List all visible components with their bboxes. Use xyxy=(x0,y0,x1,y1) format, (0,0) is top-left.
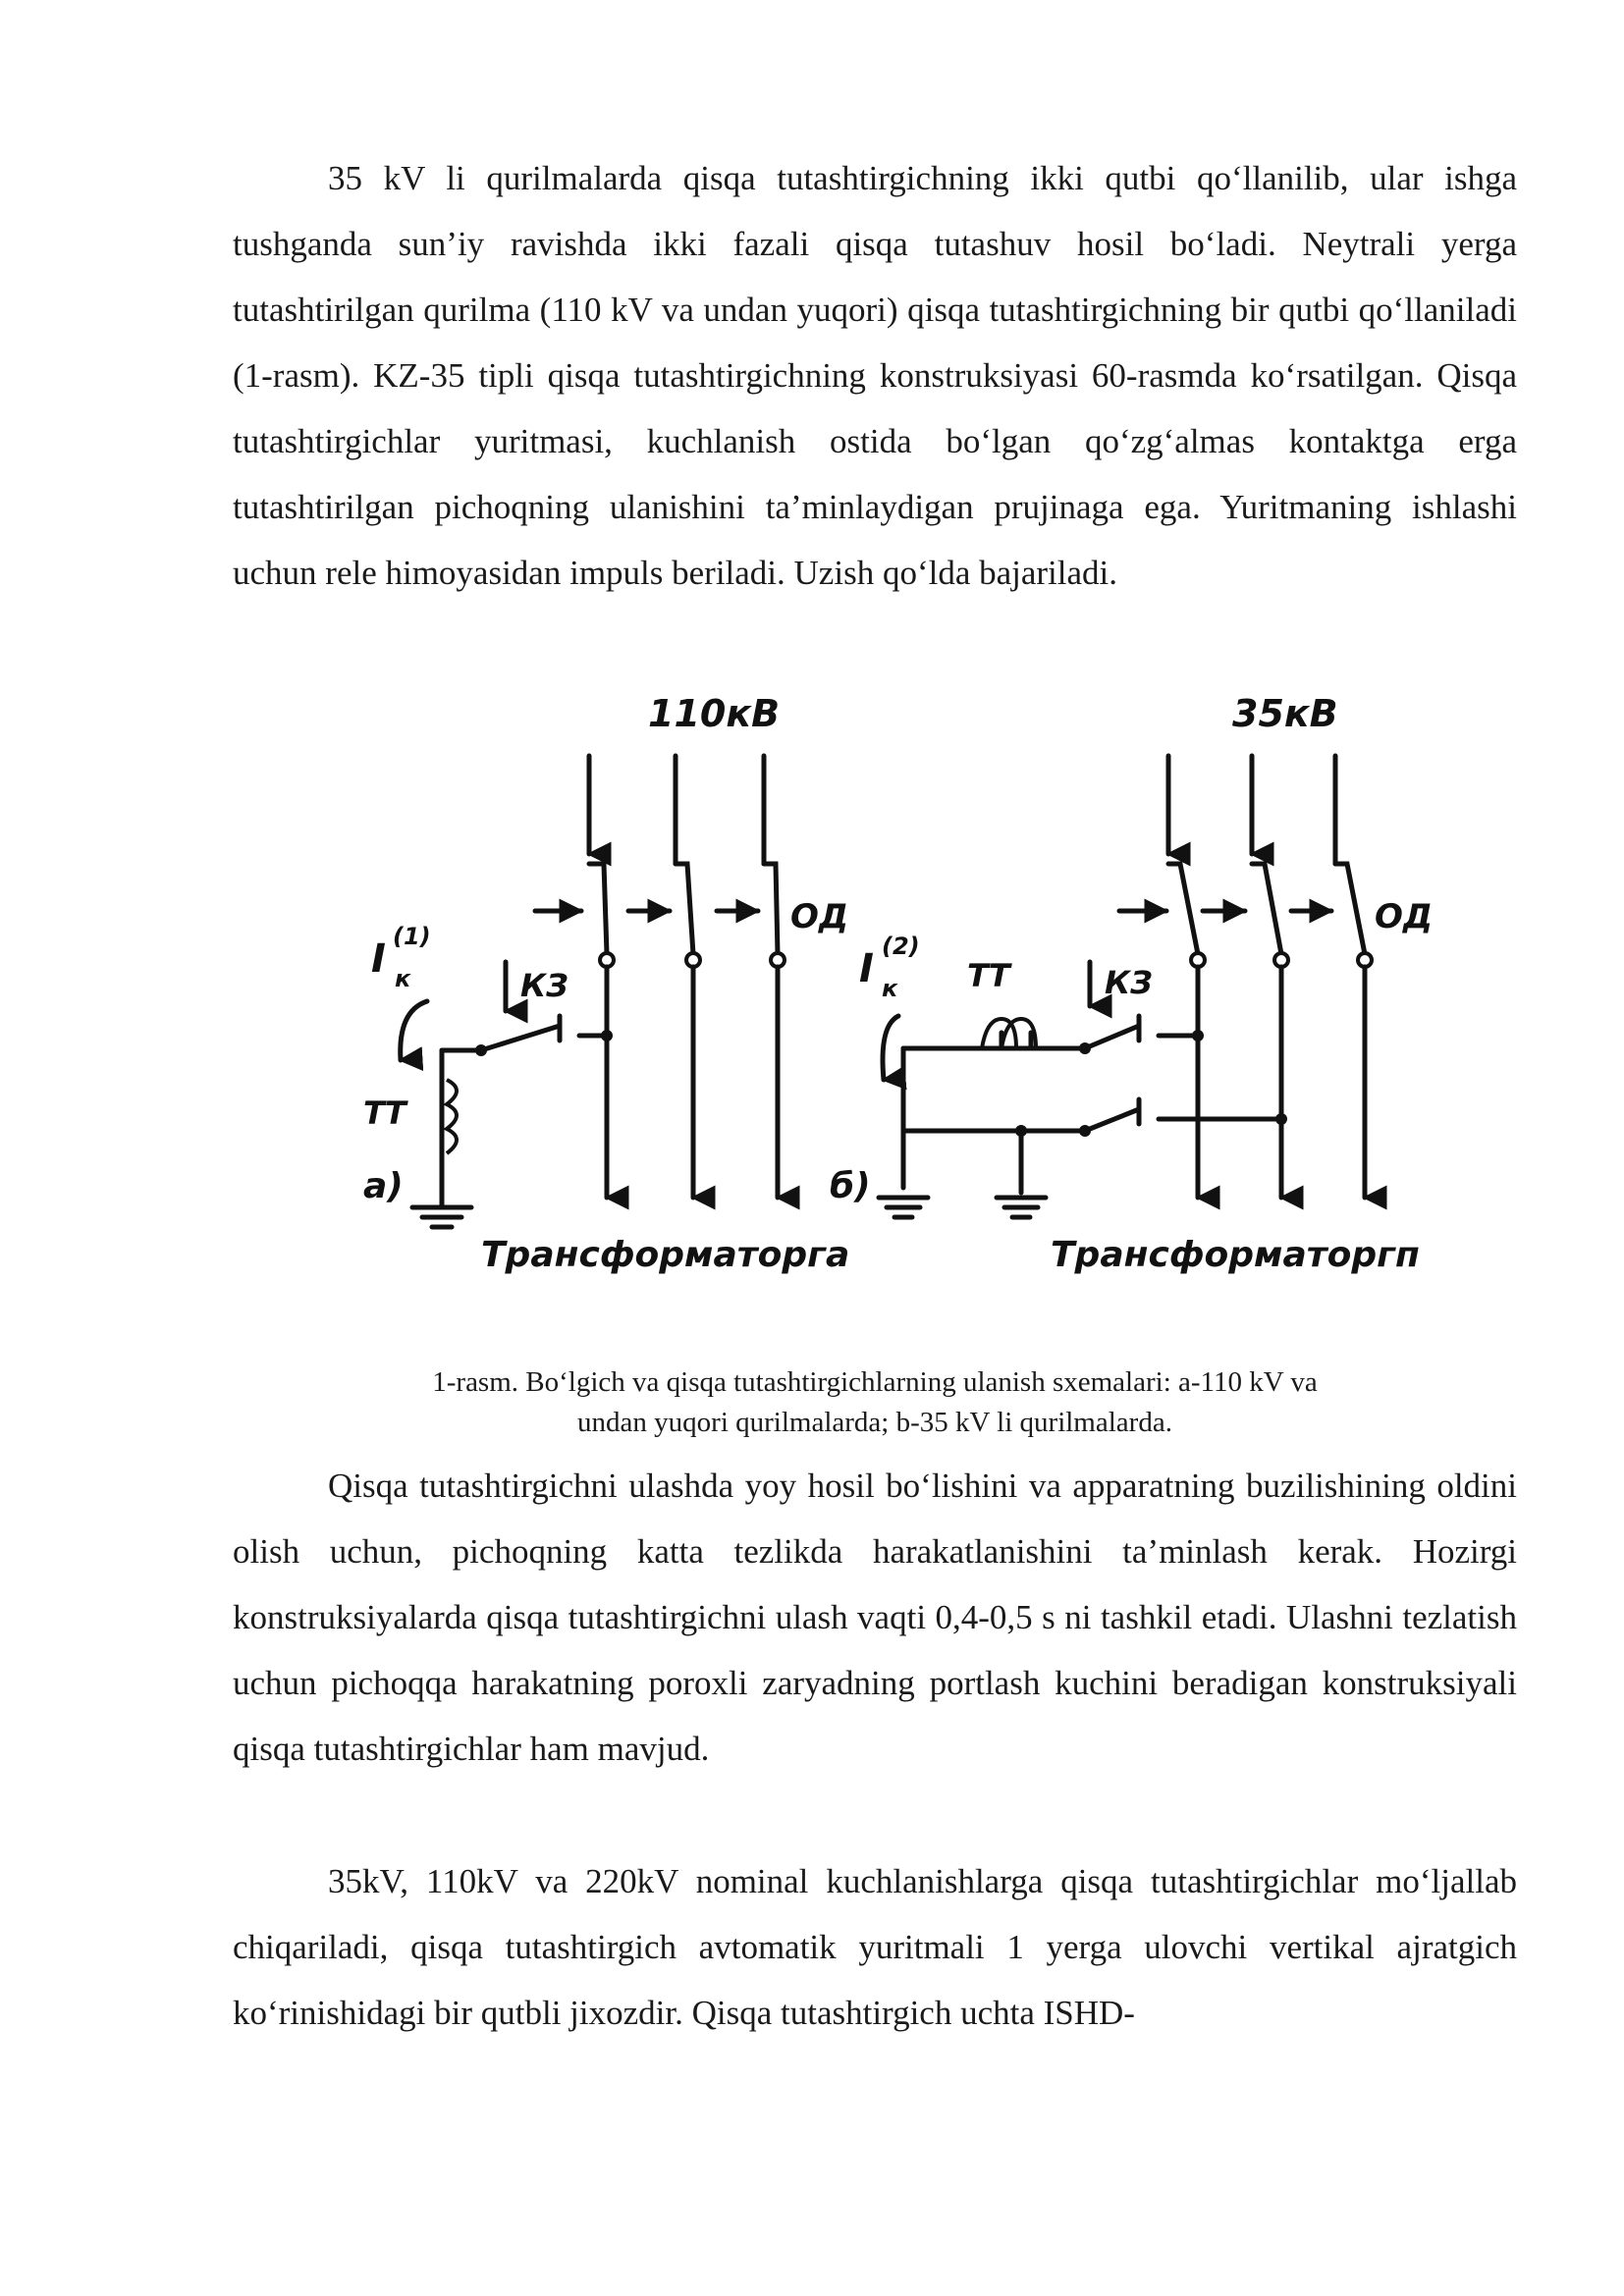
svg-text:I: I xyxy=(371,936,386,982)
panel-label-a: а) xyxy=(363,1166,404,1206)
current-transformer-label-b: ТТ xyxy=(967,957,1010,994)
voltage-label-110: 110кВ xyxy=(648,692,781,735)
circuit-figure xyxy=(353,687,1434,1315)
paragraph-3: 35kV, 110kV va 220kV nominal kuchlanishlarga qisqa tutashtirgichlar mo‘ljallab chiqariladi, qisqa tutashtirgich avtomatik yuritmali 1 yerga ulovchi vertikal ajratgich ko‘rinishidagi bir qutbli jixozdir. Qisqa tutashtirgich uchta ISHD- xyxy=(233,1862,1517,2032)
panel-label-b: б) xyxy=(830,1166,871,1206)
disconnector-b-a xyxy=(1119,864,1205,967)
circuit-diagram xyxy=(353,687,1434,1315)
disconnector-label-a: ОД xyxy=(790,897,849,936)
disconnector-a xyxy=(535,864,614,967)
disconnector-b xyxy=(628,864,700,967)
fault-current-a xyxy=(371,923,431,1060)
current-transformer-label-a: ТТ xyxy=(363,1095,406,1132)
paragraph-1: 35 kV li qurilmalarda qisqa tutashtirgichning ikki qutbi qo‘llanilib, ular ishga tushganda sun’iy ravishda ikki fazali qisqa tutashuv hosil bo‘ladi. Neytrali yerga tutashtirilgan qurilma (110 kV va undan yuqori) qisqa tutashtirgichning bir qutbi qo‘llaniladi (1-rasm). KZ-35 tipli qisqa tutashtirgichning konstruksiyasi 60-rasmda ko‘rsatilgan. Qisqa tutashtirgichlar yuritmasi, kuchlanish ostida bo‘lgan qo‘zg‘almas kontaktga erga tutashtirilgan pichoqning ulanishini ta’minlaydigan prujinaga ega. Yuritmaning ishlashi uchun rele himoyasidan impuls beriladi. Uzish qo‘lda bajariladi. xyxy=(233,159,1517,592)
short-circuiter-label-a: КЗ xyxy=(520,967,568,1004)
scheme-b xyxy=(830,692,1433,1275)
svg-text:I: I xyxy=(859,946,874,991)
figure-caption xyxy=(233,1362,1517,1443)
caption-line-1: 1-rasm. Bo‘lgich va qisqa tutashtirgichlarning ulanish sxemalari: a-110 kV va xyxy=(432,1366,1318,1398)
disconnector-c xyxy=(717,864,785,967)
disconnector-label-b: ОД xyxy=(1375,897,1434,936)
voltage-label-35: 35кВ xyxy=(1232,692,1338,735)
transformer-label-a: Трансформаторга xyxy=(481,1235,850,1275)
short-circuiter-a xyxy=(475,962,613,1056)
short-circuiter-b xyxy=(1079,962,1287,1137)
disconnector-b-c xyxy=(1291,864,1372,967)
paragraph-2: Qisqa tutashtirgichni ulashda yoy hosil bo‘lishini va apparatning buzilishining oldini olish uchun, pichoqning katta tezlikda harakatlanishini ta’minlash kerak. Hozirgi konstruksiyalarda qisqa tutashtirgichni ulash vaqti 0,4-0,5 s ni tashkil etadi. Ulashni tezlatish uchun pichoqqa harakatning poroxli zaryadning portlash kuchini beradigan konstruksiyali qisqa tutashtirgichlar ham mavjud. xyxy=(233,1467,1517,1768)
caption-line-2: undan yuqori qurilmalarda; b-35 kV li qurilmalarda. xyxy=(577,1407,1172,1438)
svg-text:(1): (1) xyxy=(393,923,431,950)
svg-text:(2): (2) xyxy=(882,933,920,960)
short-circuiter-label-b: КЗ xyxy=(1105,964,1153,1001)
disconnector-b-b xyxy=(1203,864,1288,967)
transformer-label-b: Трансформаторгп xyxy=(1051,1235,1420,1275)
svg-text:к: к xyxy=(395,965,411,992)
scheme-a xyxy=(363,692,849,1275)
fault-current-b xyxy=(859,933,920,1080)
svg-text:к: к xyxy=(882,975,898,1002)
current-transformer-b xyxy=(879,957,1085,1217)
